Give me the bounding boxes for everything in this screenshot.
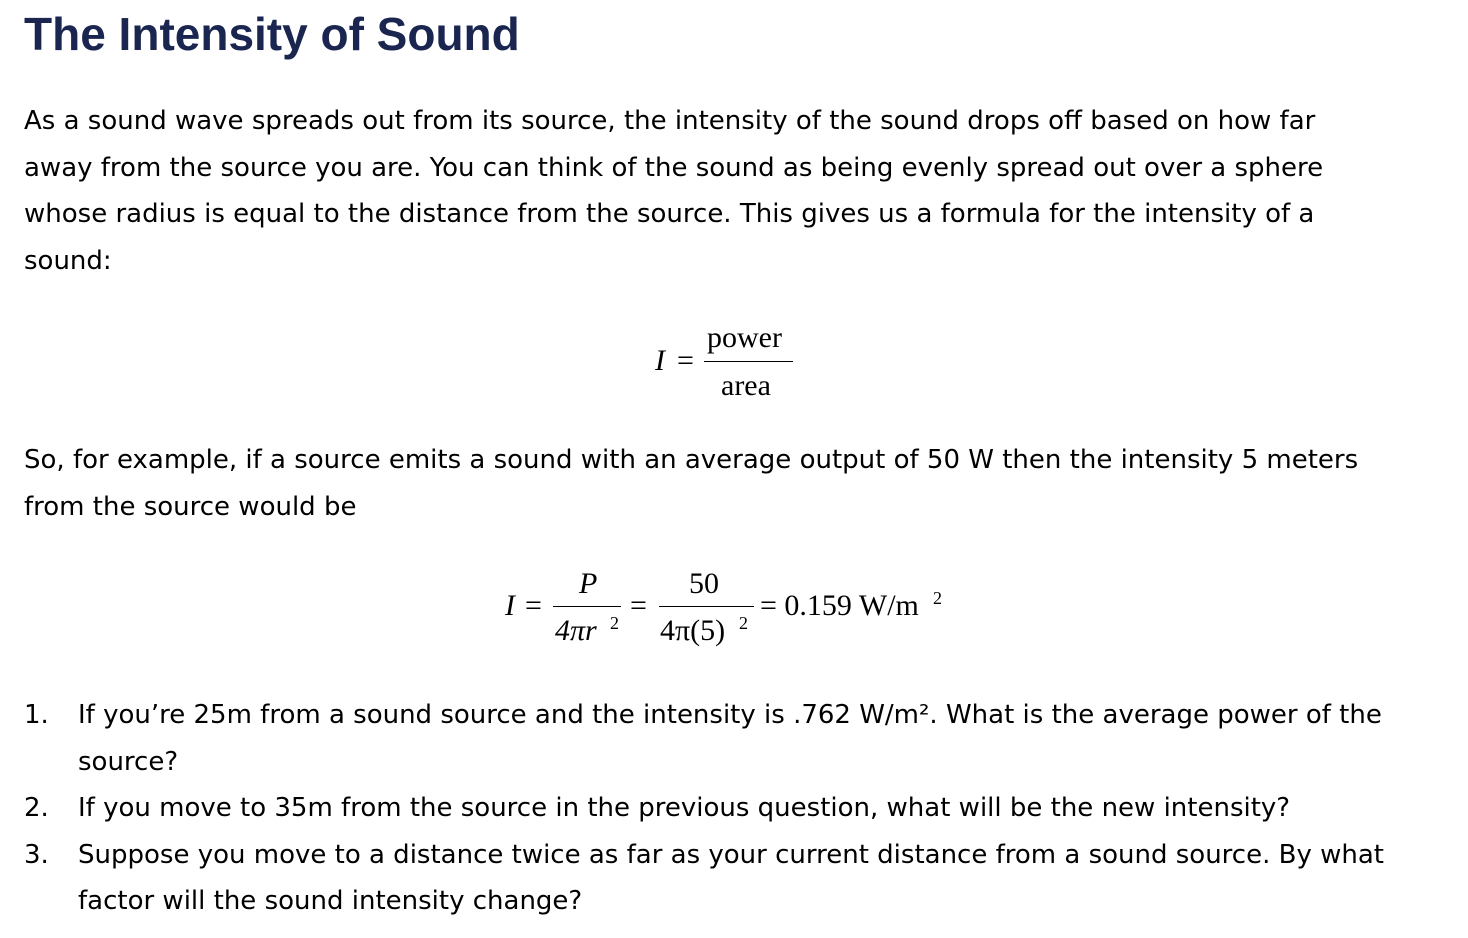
fraction2-numerator: 50 — [689, 567, 719, 600]
formula-numerator: power — [707, 321, 782, 354]
intensity-formula — [640, 318, 810, 408]
example-line: So, for example, if a source emits a sound with an average output of 50 W then the intensity 5 meters — [24, 445, 1359, 475]
result-exponent: 2 — [933, 588, 942, 608]
fraction1-numerator: P — [579, 567, 598, 600]
question-item — [24, 785, 1384, 832]
fraction-bar — [553, 606, 621, 607]
intro-line: away from the source you are. You can think of the sound as being evenly spread out over a sphere — [24, 152, 1324, 183]
intro-paragraph — [24, 98, 1323, 284]
equation-lhs: I — [505, 589, 515, 622]
formula-lhs: I — [655, 344, 665, 377]
question-text: Suppose you move to a distance twice as far as your current distance from a sound source. By what — [78, 839, 1384, 870]
question-item — [24, 692, 1384, 785]
question-text: source? — [78, 746, 179, 777]
equation-equals: = — [525, 589, 542, 622]
question-text: If you move to 35m from the source in the previous question, what will be the new intensity? — [78, 793, 1291, 823]
question-number: 3. — [24, 839, 49, 870]
example-paragraph — [24, 437, 1358, 530]
question-text: factor will the sound intensity change? — [78, 886, 583, 916]
intro-line: As a sound wave spreads out from its source, the intensity of the sound drops off based on how far — [24, 106, 1316, 136]
formula-denominator: area — [721, 369, 771, 402]
example-equation — [495, 563, 965, 655]
equation-equals: = — [630, 589, 647, 622]
question-text: If you’re 25m from a sound source and the intensity is .762 W/m². What is the average power of the — [78, 700, 1382, 730]
fraction2-denominator: 4π(5) — [660, 614, 726, 647]
question-item — [24, 832, 1384, 925]
question-list — [24, 692, 1384, 925]
example-line: from the source would be — [24, 491, 357, 522]
fraction1-exponent: 2 — [610, 613, 619, 633]
intro-line: whose radius is equal to the distance from the source. This gives us a formula for the intensity of a — [24, 199, 1315, 229]
question-number: 2. — [24, 793, 49, 823]
fraction1-denominator: 4πr — [555, 614, 597, 647]
formula-equals: = — [677, 344, 694, 377]
fraction-bar — [659, 606, 754, 607]
fraction-bar — [704, 361, 793, 362]
fraction2-exponent: 2 — [739, 613, 748, 633]
question-number: 1. — [24, 700, 49, 730]
equation-result: = 0.159 W/m — [760, 589, 919, 622]
page-title: The Intensity of Sound — [24, 8, 520, 60]
intro-line: sound: — [24, 245, 112, 276]
